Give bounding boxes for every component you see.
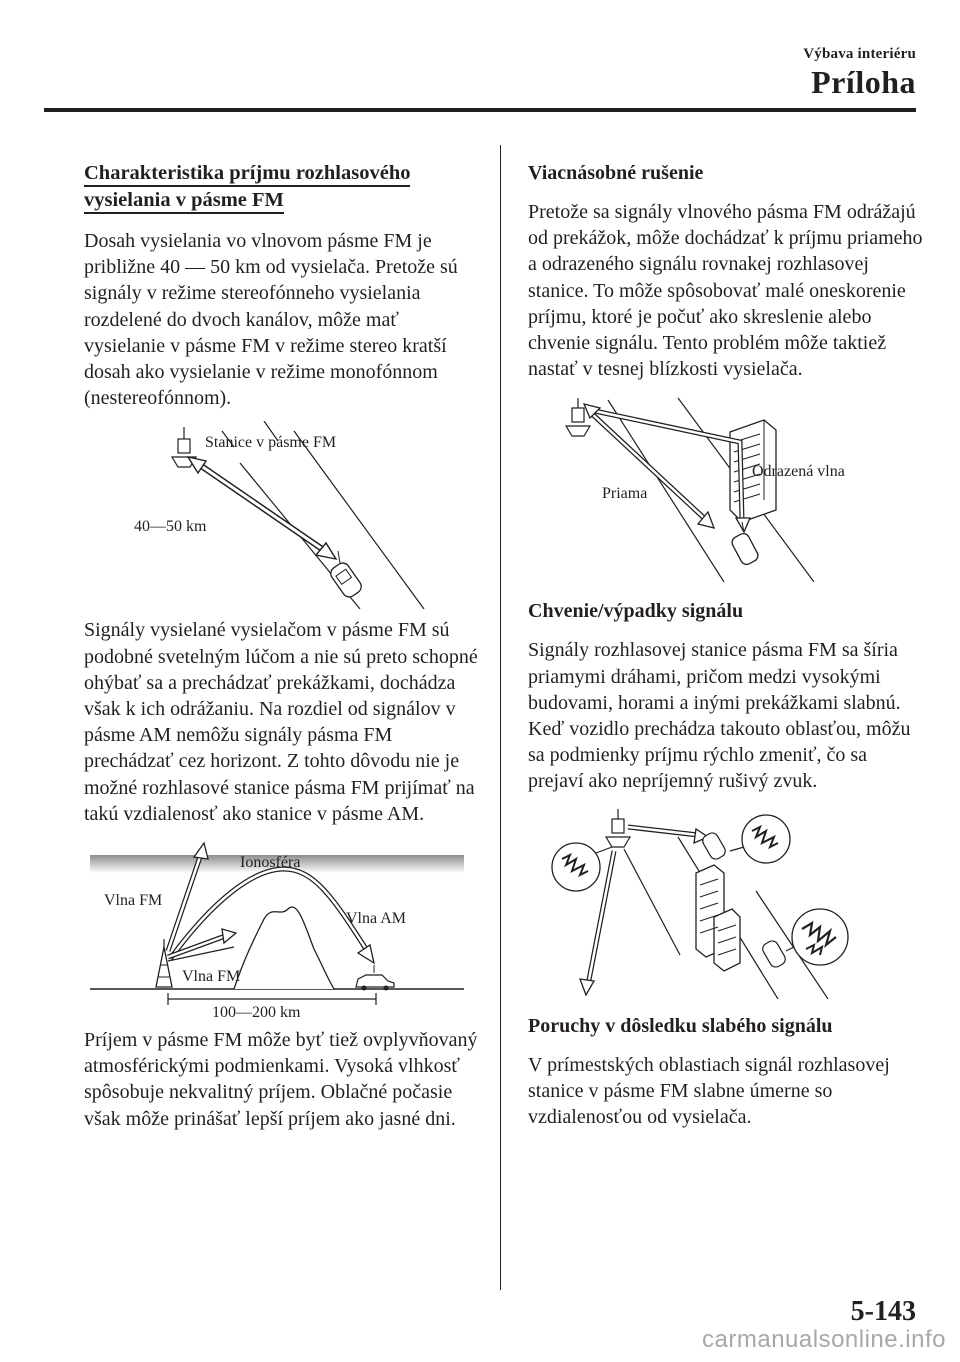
- header-title: Príloha: [811, 64, 916, 100]
- fm-wave-label-lower: Vlna FM: [182, 968, 241, 986]
- flutter-paragraph: Signály rozhlasovej stanice pásma FM sa šíria priamymi dráhami, pričom medzi vysokými budovami, horami a inými prekážkami slabnú. Keď vozidlo prechádza takouto oblasťou, môžu sa podmienky príjmu rýchlo zmeniť, čo sa prejaví ako nepríjemný rušivý zvuk.: [528, 639, 911, 793]
- multipath-heading: Viacnásobné rušenie: [528, 162, 704, 184]
- ionosphere-label: Ionosféra: [240, 854, 301, 872]
- fm-range-figure: [84, 421, 479, 609]
- noise-bubble-bottom: [786, 909, 848, 965]
- am-wave-label: Vlna AM: [346, 910, 406, 928]
- flutter-figure: [528, 807, 923, 999]
- right-column: [528, 160, 923, 1130]
- noise-bubble-left: [552, 843, 612, 891]
- weak-signal-heading: Poruchy v dôsledku slabého signálu: [528, 1014, 833, 1037]
- fm-propagation-paragraph: Signály vysielané vysielačom v pásme FM sú podobné svetelným lúčom a nie sú preto schopné ohýbať sa a prechádzať prekážkami, dochádza však k ich odrážaniu. Na rozdiel od signálov v pásme AM nemôžu signály pásma FM prechádzať cez horizont. Z tohto dôvodu nie je možné rozhlasové stanice pásma FM prijímať na takú vzdialenosť ako stanice v pásme AM.: [84, 619, 478, 825]
- multipath-paragraph: Pretože sa signály vlnového pásma FM odrážajú od prekážok, môže dochádzať k príjmu priameho a odrazeného signálu rovnakej rozhlasovej stanice. To môže spôsobovať malé oneskorenie príjmu, ktoré je počuť ako skreslenie alebo chvenie signálu. Tento problém môže taktiež nastať v tesnej blízkosti vysielača.: [528, 201, 923, 381]
- car-icon-2: [356, 965, 394, 991]
- fm-range-paragraph: Dosah vysielania vo vlnovom pásme FM je približne 40 ― 50 km od vysielača. Pretože sú signály v režime stereofónneho vysielania rozdelené do dvoch kanálov, môže mať vysielanie v pásme FM v režime stereo kratší dosah ako vysielanie v režime monofónnom (nestereofónnom).: [84, 230, 458, 410]
- distance-label-100-200: 100―200 km: [212, 1004, 301, 1018]
- fm-range-diagram: [84, 421, 479, 609]
- buildings-icon: [696, 865, 740, 971]
- fm-reception-heading-line2: vysielania v pásme FM: [84, 189, 284, 214]
- fm-am-figure: [84, 839, 479, 1017]
- station-label: Stanice v pásme FM: [205, 434, 337, 452]
- weak-signal-paragraph: V prímestských oblastiach signál rozhlasovej stanice v pásme FM slabne úmerne so vzdialenosťou od vysielača.: [528, 1053, 890, 1129]
- distance-label-40-50: 40―50 km: [134, 518, 207, 536]
- reflected-wave-label: Odrazená vlna: [752, 463, 845, 481]
- station-icon-3: [606, 809, 630, 847]
- flutter-heading: Chvenie/výpadky signálu: [528, 600, 744, 623]
- fm-am-diagram: [84, 839, 479, 1017]
- header-rule: [44, 108, 916, 112]
- noise-bubble-top: [730, 815, 790, 863]
- car-icon-5: [761, 938, 788, 969]
- flutter-diagram: [528, 807, 923, 999]
- fm-reception-heading: [84, 160, 479, 214]
- station-icon-2: [566, 398, 590, 436]
- left-column: [84, 160, 479, 1132]
- column-divider: [500, 145, 501, 1290]
- direct-wave-label: Priama: [602, 485, 648, 503]
- multipath-diagram: [528, 390, 923, 582]
- multipath-figure: [528, 390, 923, 582]
- page-number: 5-143: [850, 1296, 916, 1327]
- atmosphere-paragraph: Príjem v pásme FM môže byť tiež ovplyvňovaný atmosférickými podmienkami. Vysoká vlhkosť spôsobuje nekvalitný príjem. Oblačné počasie však môže prinášať lepší príjem ako jasné dni.: [84, 1029, 478, 1130]
- fm-wave-label-upper: Vlna FM: [104, 892, 163, 910]
- watermark: carmanualsonline.info: [702, 1326, 946, 1353]
- header-section: Výbava interiéru: [803, 46, 916, 62]
- fm-reception-heading-line1: Charakteristika príjmu rozhlasového: [84, 162, 410, 187]
